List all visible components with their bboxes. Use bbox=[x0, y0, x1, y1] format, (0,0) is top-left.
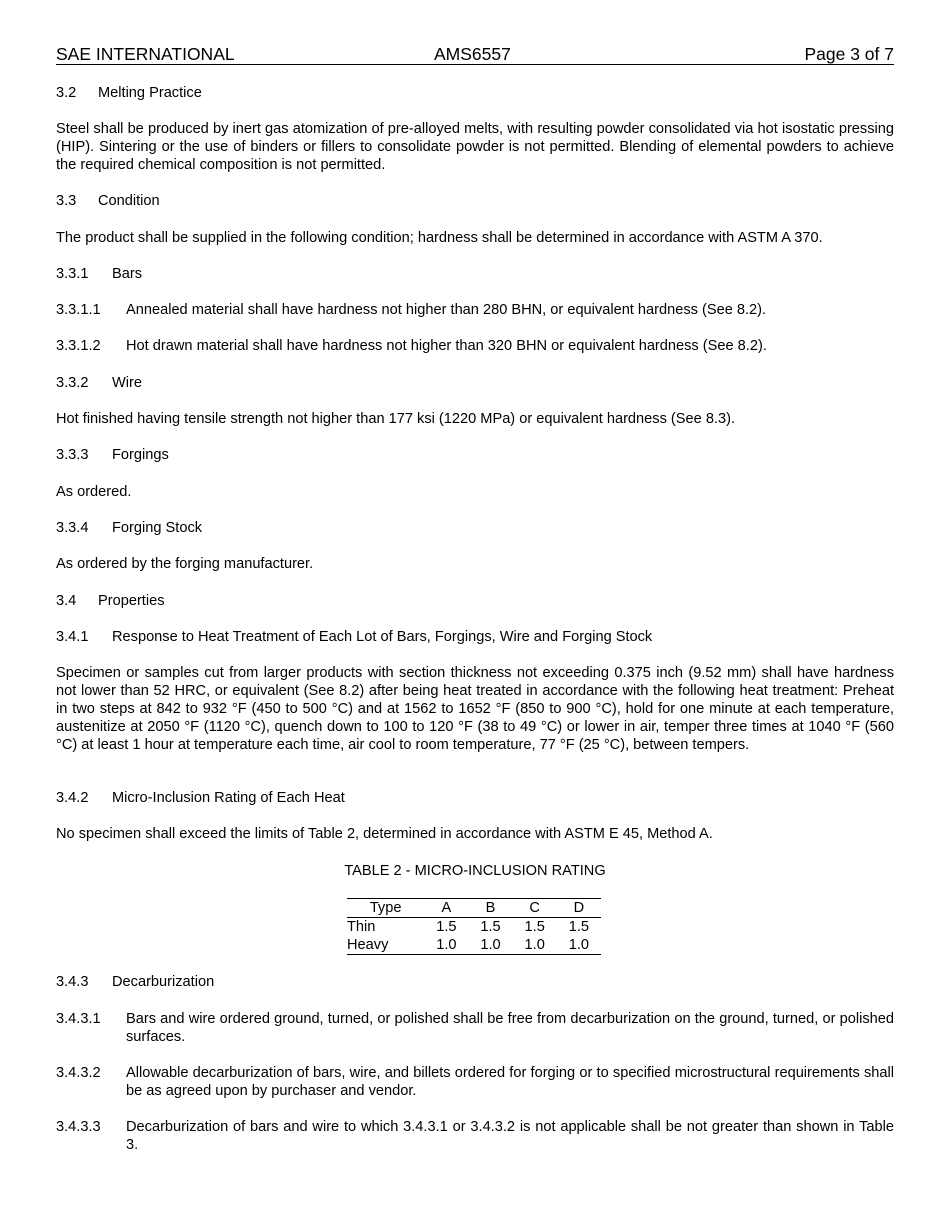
section-heading-3-3 bbox=[56, 192, 894, 210]
paragraph-3-3-3: As ordered. bbox=[56, 484, 132, 500]
section-heading-3-3-3 bbox=[56, 446, 894, 464]
section-title: Forgings bbox=[112, 447, 169, 463]
section-heading-3-3-2 bbox=[56, 374, 894, 392]
section-number: 3.4.2 bbox=[56, 790, 89, 806]
column-header: A bbox=[424, 899, 468, 918]
table-cell: Heavy bbox=[347, 936, 424, 955]
section-title: Properties bbox=[98, 593, 165, 609]
section-number: 3.3.4 bbox=[56, 520, 89, 536]
column-header: Type bbox=[347, 899, 424, 918]
table-cell: 1.5 bbox=[480, 919, 501, 935]
section-heading-3-3-4 bbox=[56, 519, 894, 537]
table-caption: TABLE 2 - MICRO-INCLUSION RATING bbox=[344, 863, 606, 879]
column-header: C bbox=[513, 899, 557, 918]
clause-number: 3.4.3.3 bbox=[56, 1119, 101, 1135]
table-cell: 1.0 bbox=[424, 936, 468, 955]
table-cell: 1.5 bbox=[524, 919, 545, 935]
section-title: Melting Practice bbox=[98, 85, 202, 101]
section-title: Response to Heat Treatment of Each Lot of Bars, Forgings, Wire and Forging Stock bbox=[112, 629, 653, 645]
table-cell: 1.0 bbox=[557, 936, 601, 955]
section-title: Wire bbox=[112, 375, 142, 391]
paragraph-3-3-2: Hot finished having tensile strength not higher than 177 ksi (1220 MPa) or equivalent hardness (See 8.3). bbox=[56, 411, 736, 427]
table-cell: 1.5 bbox=[568, 919, 590, 935]
clause-text: Bars and wire ordered ground, turned, or polished shall be free from decarburization on the ground, turned, or polished surfaces. bbox=[126, 1011, 894, 1045]
clause-number: 3.3.1.1 bbox=[56, 302, 101, 318]
clause-number: 3.3.1.2 bbox=[56, 338, 101, 354]
section-number: 3.3.3 bbox=[56, 447, 89, 463]
paragraph-3-4-1: Specimen or samples cut from larger products with section thickness not exceeding 0.375 inch (9.52 mm) shall have hardness not lower than 52 HRC, or equivalent (See 8.2) after being heat treated in accordance with the following heat treatment: Preheat in two steps at 842 to 932 °F (450 to 500 °C) and at 1562 to 1652 °F (850 to 900 °C), hold for one minute at each temperature, austenitize at 2050 °F (1120 °C), quench down to 100 to 120 °F (38 to 49 °C) or lower in air, temper three times at 1040 °F (560 °C) at least 1 hour at temperature each time, air cool to room temperature, 77 °F (25 °C), between tempers. bbox=[56, 665, 894, 753]
table-cell: 1.5 bbox=[436, 919, 457, 935]
section-heading-3-4 bbox=[56, 592, 894, 610]
section-number: 3.3.1 bbox=[56, 266, 89, 282]
paragraph-3-3: The product shall be supplied in the following condition; hardness shall be determined in accordance with ASTM A 370. bbox=[56, 230, 823, 246]
section-number: 3.2 bbox=[56, 85, 77, 101]
section-title: Micro-Inclusion Rating of Each Heat bbox=[112, 790, 345, 806]
clause-3-4-3-3 bbox=[56, 1118, 894, 1154]
header-organization: SAE INTERNATIONAL bbox=[56, 44, 235, 64]
column-header: D bbox=[557, 899, 601, 918]
clause-text: Hot drawn material shall have hardness not higher than 320 BHN or equivalent hardness (See 8.2). bbox=[126, 338, 767, 354]
table-header-row bbox=[347, 899, 601, 918]
section-title: Forging Stock bbox=[112, 520, 203, 536]
clause-text: Annealed material shall have hardness not higher than 280 BHN, or equivalent hardness (See 8.2). bbox=[126, 302, 767, 318]
clause-3-4-3-1 bbox=[56, 1010, 894, 1046]
paragraph-3-2: Steel shall be produced by inert gas atomization of pre-alloyed melts, with resulting powder consolidated via hot isostatic pressing (HIP). Sintering or the use of binders or fillers to consolidate powder is not permitted. Blending of elemental powders to achieve the required chemical composition is not permitted. bbox=[56, 121, 894, 173]
section-number: 3.4.1 bbox=[56, 629, 89, 645]
section-heading-3-4-3 bbox=[56, 973, 894, 991]
table-cell: 1.0 bbox=[468, 936, 512, 955]
section-heading-3-2 bbox=[56, 84, 894, 102]
section-number: 3.4.3 bbox=[56, 974, 89, 990]
clause-text: Decarburization of bars and wire to which 3.4.3.1 or 3.4.3.2 is not applicable shall be not greater than shown in Table 3. bbox=[126, 1119, 894, 1153]
clause-3-3-1-2 bbox=[56, 337, 894, 355]
header-document-number: AMS6557 bbox=[434, 44, 511, 64]
header-page-number: Page 3 of 7 bbox=[804, 44, 894, 64]
clause-number: 3.4.3.2 bbox=[56, 1065, 101, 1081]
table-cell: Thin bbox=[347, 919, 376, 935]
section-title: Decarburization bbox=[112, 974, 215, 990]
section-title: Bars bbox=[112, 266, 143, 282]
section-number: 3.4 bbox=[56, 593, 77, 609]
table-cell: 1.0 bbox=[513, 936, 557, 955]
table-row bbox=[347, 918, 601, 937]
paragraph-3-3-4: As ordered by the forging manufacturer. bbox=[56, 556, 314, 572]
section-heading-3-4-1 bbox=[56, 628, 894, 646]
section-number: 3.3 bbox=[56, 193, 77, 209]
section-heading-3-4-2 bbox=[56, 789, 894, 807]
clause-text: Allowable decarburization of bars, wire, and billets ordered for forging or to specified microstructural requirements shall be as agreed upon by purchaser and vendor. bbox=[126, 1065, 894, 1099]
section-title: Condition bbox=[98, 193, 160, 209]
table-row bbox=[347, 936, 601, 955]
clause-3-4-3-2 bbox=[56, 1064, 894, 1100]
column-header: B bbox=[468, 899, 512, 918]
clause-3-3-1-1 bbox=[56, 301, 894, 319]
clause-number: 3.4.3.1 bbox=[56, 1011, 101, 1027]
paragraph-3-4-2: No specimen shall exceed the limits of Table 2, determined in accordance with ASTM E 45, Method A. bbox=[56, 826, 713, 842]
section-number: 3.3.2 bbox=[56, 375, 89, 391]
micro-inclusion-table bbox=[347, 898, 601, 955]
section-heading-3-3-1 bbox=[56, 265, 894, 283]
page-header bbox=[56, 44, 894, 65]
